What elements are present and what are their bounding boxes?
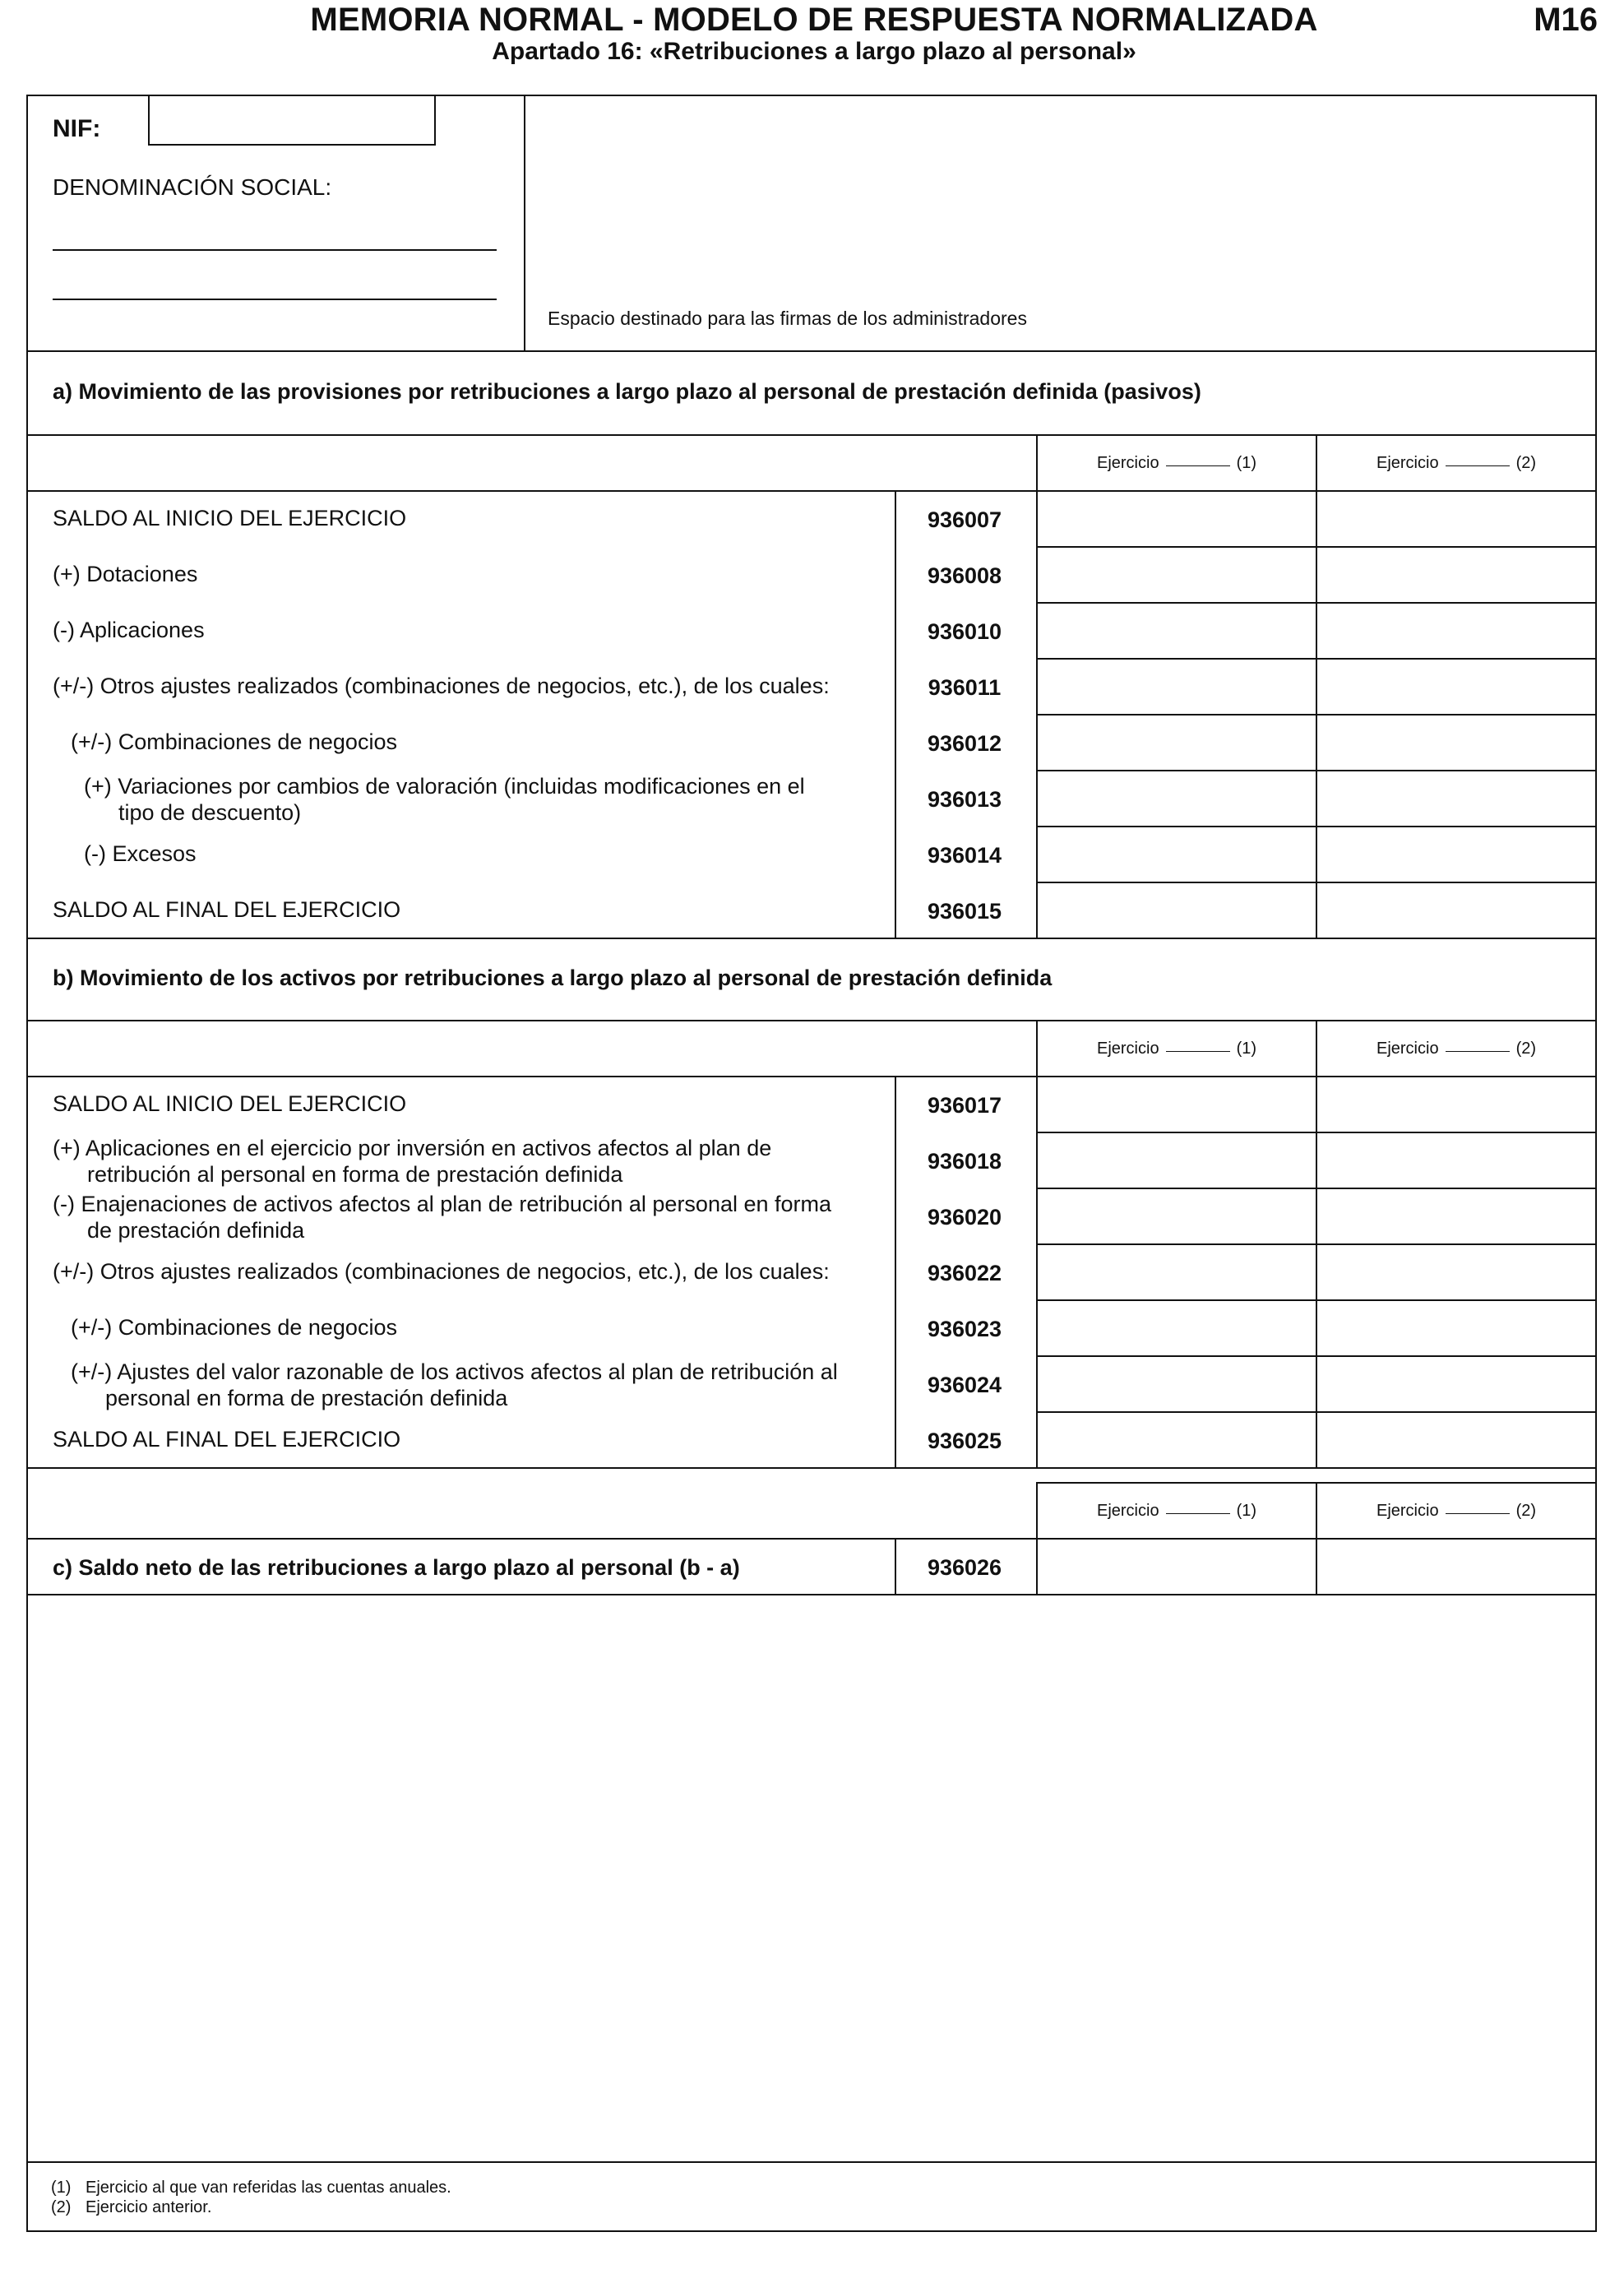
ejercicio-ref: (1)	[1236, 1502, 1257, 1520]
signature-area-label: Espacio destinado para las firmas de los administradores	[548, 308, 1027, 329]
input-ejercicio-1[interactable]	[1038, 827, 1314, 880]
divider	[895, 1411, 896, 1467]
row-code: 936011	[928, 675, 1002, 700]
row-label-line: (+/-) Combinaciones de negocios	[71, 729, 397, 754]
row-label	[53, 1191, 883, 1243]
section-c-code: 936026	[927, 1555, 1002, 1580]
divider	[895, 714, 896, 770]
row-label	[53, 617, 883, 643]
input-ejercicio-1[interactable]	[1038, 1413, 1314, 1466]
input-ejercicio-1[interactable]	[1038, 715, 1314, 768]
section-b-title: b) Movimiento de los activos por retribuciones a largo plazo al personal de prestación definida	[53, 966, 1053, 990]
denominacion-label: DENOMINACIÓN SOCIAL:	[53, 174, 332, 200]
row-label-line: (+/-) Ajustes del valor razonable de los activos afectos al plan de retribución al	[71, 1359, 838, 1384]
input-ejercicio-2[interactable]	[1317, 1413, 1595, 1466]
ejercicio-word: Ejercicio	[1376, 1502, 1439, 1520]
divider	[26, 2161, 1597, 2163]
row-code: 936023	[927, 1317, 1002, 1341]
input-ejercicio-2[interactable]	[1317, 827, 1595, 880]
divider	[26, 938, 1597, 939]
divider	[895, 1188, 896, 1243]
input-ejercicio-2[interactable]	[1317, 1245, 1595, 1298]
column-header-ejercicio-1	[1038, 1039, 1316, 1058]
row-label	[84, 773, 914, 826]
divider	[895, 1355, 896, 1411]
row-code: 936017	[927, 1093, 1002, 1118]
divider	[895, 826, 896, 882]
row-label-line: tipo de descuento)	[118, 800, 302, 825]
input-ejercicio-2[interactable]	[1317, 604, 1595, 656]
ejercicio-year-blank[interactable]	[1446, 465, 1510, 466]
row-label	[71, 1359, 901, 1411]
ejercicio-ref: (2)	[1515, 1502, 1537, 1520]
row-label-line: (+/-) Otros ajustes realizados (combinaciones de negocios, etc.), de los cuales:	[53, 674, 830, 698]
input-ejercicio-2[interactable]	[1317, 715, 1595, 768]
input-ejercicio-1[interactable]	[1038, 1245, 1314, 1298]
divider	[26, 1594, 1597, 1595]
divider	[26, 434, 1597, 436]
row-label-line: SALDO AL INICIO DEL EJERCICIO	[53, 1091, 407, 1116]
row-label-line: (-) Enajenaciones de activos afectos al plan de retribución al personal en forma	[53, 1192, 832, 1216]
input-ejercicio-2[interactable]	[1317, 492, 1595, 544]
page-title: MEMORIA NORMAL - MODELO DE RESPUESTA NORMALIZADA	[310, 2, 1318, 38]
divider	[895, 602, 896, 658]
input-ejercicio-2[interactable]	[1317, 883, 1595, 936]
row-code: 936010	[927, 619, 1002, 644]
divider	[26, 350, 1597, 352]
row-code: 936013	[927, 787, 1002, 812]
input-ejercicio-1[interactable]	[1038, 883, 1314, 936]
input-ejercicio-1[interactable]	[1038, 1357, 1314, 1410]
id-divider	[524, 95, 525, 351]
footnote-number: (1)	[51, 2179, 72, 2197]
row-label-line: SALDO AL INICIO DEL EJERCICIO	[53, 506, 407, 530]
row-code: 936014	[927, 843, 1002, 868]
input-ejercicio-2[interactable]	[1317, 1133, 1595, 1186]
row-label-line: SALDO AL FINAL DEL EJERCICIO	[53, 1427, 401, 1452]
ejercicio-ref: (2)	[1515, 454, 1537, 472]
ejercicio-ref: (2)	[1515, 1040, 1537, 1058]
row-label	[71, 1314, 901, 1341]
input-ejercicio-1[interactable]	[1038, 548, 1314, 600]
row-label-line: (-) Aplicaciones	[53, 618, 205, 642]
row-label-line: retribución al personal en forma de prestación definida	[87, 1162, 623, 1187]
ejercicio-ref: (1)	[1236, 454, 1257, 472]
row-label	[53, 1091, 883, 1117]
row-code: 936012	[927, 731, 1002, 756]
row-label	[53, 1426, 883, 1452]
column-header-ejercicio-1	[1038, 1501, 1316, 1521]
ejercicio-year-blank[interactable]	[1446, 1513, 1510, 1514]
row-label-line: (+/-) Combinaciones de negocios	[71, 1315, 397, 1340]
ejercicio-year-blank[interactable]	[1446, 1051, 1510, 1052]
divider	[895, 770, 896, 826]
input-ejercicio-1[interactable]	[1038, 660, 1314, 712]
input-ejercicio-1[interactable]	[1038, 1077, 1314, 1130]
row-label-line: (+) Aplicaciones en el ejercicio por inversión en activos afectos al plan de	[53, 1136, 772, 1160]
column-header-ejercicio-2	[1317, 1039, 1595, 1058]
row-code: 936018	[927, 1149, 1002, 1174]
column-header-ejercicio-1	[1038, 453, 1316, 473]
input-ejercicio-2[interactable]	[1317, 1077, 1595, 1130]
input-ejercicio-2[interactable]	[1317, 1301, 1595, 1354]
footnote	[51, 2197, 451, 2217]
divider	[895, 1076, 896, 1132]
ejercicio-year-blank[interactable]	[1166, 1051, 1230, 1052]
row-label-line: (+/-) Otros ajustes realizados (combinaciones de negocios, etc.), de los cuales:	[53, 1259, 830, 1284]
section-c-input-ejercicio-2[interactable]	[1317, 1540, 1595, 1592]
ejercicio-year-blank[interactable]	[1166, 1513, 1230, 1514]
nif-label: NIF:	[53, 115, 101, 142]
ejercicio-word: Ejercicio	[1376, 454, 1439, 472]
divider	[895, 1299, 896, 1355]
row-code: 936008	[927, 563, 1002, 588]
divider	[895, 1243, 896, 1299]
input-ejercicio-1[interactable]	[1038, 771, 1314, 824]
row-code: 936025	[927, 1429, 1002, 1453]
section-a-title: a) Movimiento de las provisiones por retribuciones a largo plazo al personal de prestación definida (pasivos)	[53, 379, 1201, 404]
input-ejercicio-2[interactable]	[1317, 1357, 1595, 1410]
row-label	[53, 1258, 883, 1285]
input-ejercicio-1[interactable]	[1038, 492, 1314, 544]
divider	[895, 546, 896, 602]
input-ejercicio-2[interactable]	[1317, 771, 1595, 824]
row-label-line: (+) Dotaciones	[53, 562, 198, 586]
input-ejercicio-1[interactable]	[1038, 1189, 1314, 1242]
input-ejercicio-1[interactable]	[1038, 1133, 1314, 1186]
row-code: 936022	[927, 1261, 1002, 1285]
footnote-text: Ejercicio al que van referidas las cuentas anuales.	[86, 2179, 451, 2197]
denominacion-field-line-1[interactable]	[53, 249, 497, 251]
row-label-line: SALDO AL FINAL DEL EJERCICIO	[53, 897, 401, 922]
row-code: 936024	[927, 1373, 1002, 1397]
divider	[26, 1020, 1597, 1021]
footnote	[51, 2178, 451, 2197]
input-ejercicio-2[interactable]	[1317, 660, 1595, 712]
row-label	[71, 729, 901, 755]
input-ejercicio-1[interactable]	[1038, 604, 1314, 656]
row-label-line: (-) Excesos	[84, 841, 197, 866]
divider	[895, 490, 896, 546]
row-label	[53, 505, 883, 531]
row-label	[53, 673, 883, 699]
divider	[895, 1132, 896, 1188]
divider	[26, 1467, 1597, 1469]
column-header-ejercicio-2	[1317, 1501, 1595, 1521]
column-header-ejercicio-2	[1317, 453, 1595, 473]
section-c-title: c) Saldo neto de las retribuciones a largo plazo al personal (b - a)	[53, 1555, 740, 1580]
row-label	[53, 896, 883, 923]
row-label-line: personal en forma de prestación definida	[105, 1386, 508, 1410]
row-label-line: (+) Variaciones por cambios de valoración (incluidas modificaciones en el	[84, 774, 805, 799]
nif-field[interactable]	[148, 95, 436, 146]
page-subtitle: Apartado 16: «Retribuciones a largo plazo al personal»	[492, 38, 1136, 65]
footnote-number: (2)	[51, 2198, 72, 2216]
ejercicio-word: Ejercicio	[1096, 454, 1159, 472]
ejercicio-word: Ejercicio	[1096, 1502, 1159, 1520]
row-code: 936007	[927, 507, 1002, 532]
ejercicio-word: Ejercicio	[1096, 1040, 1159, 1058]
denominacion-field-line-2[interactable]	[53, 299, 497, 300]
input-ejercicio-2[interactable]	[1317, 1189, 1595, 1242]
divider	[895, 882, 896, 938]
row-label-line: de prestación definida	[87, 1218, 305, 1243]
divider	[895, 658, 896, 714]
row-label	[53, 561, 883, 587]
ejercicio-ref: (1)	[1236, 1040, 1257, 1058]
model-code: M16	[1534, 2, 1598, 38]
ejercicio-word: Ejercicio	[1376, 1040, 1439, 1058]
row-code: 936020	[927, 1205, 1002, 1229]
input-ejercicio-1[interactable]	[1038, 1301, 1314, 1354]
input-ejercicio-2[interactable]	[1317, 548, 1595, 600]
ejercicio-year-blank[interactable]	[1166, 465, 1230, 466]
row-code: 936015	[927, 899, 1002, 924]
row-label	[84, 840, 914, 867]
footnotes	[51, 2178, 451, 2217]
row-label	[53, 1135, 883, 1188]
section-c-input-ejercicio-1[interactable]	[1038, 1540, 1314, 1592]
footnote-text: Ejercicio anterior.	[86, 2198, 212, 2216]
